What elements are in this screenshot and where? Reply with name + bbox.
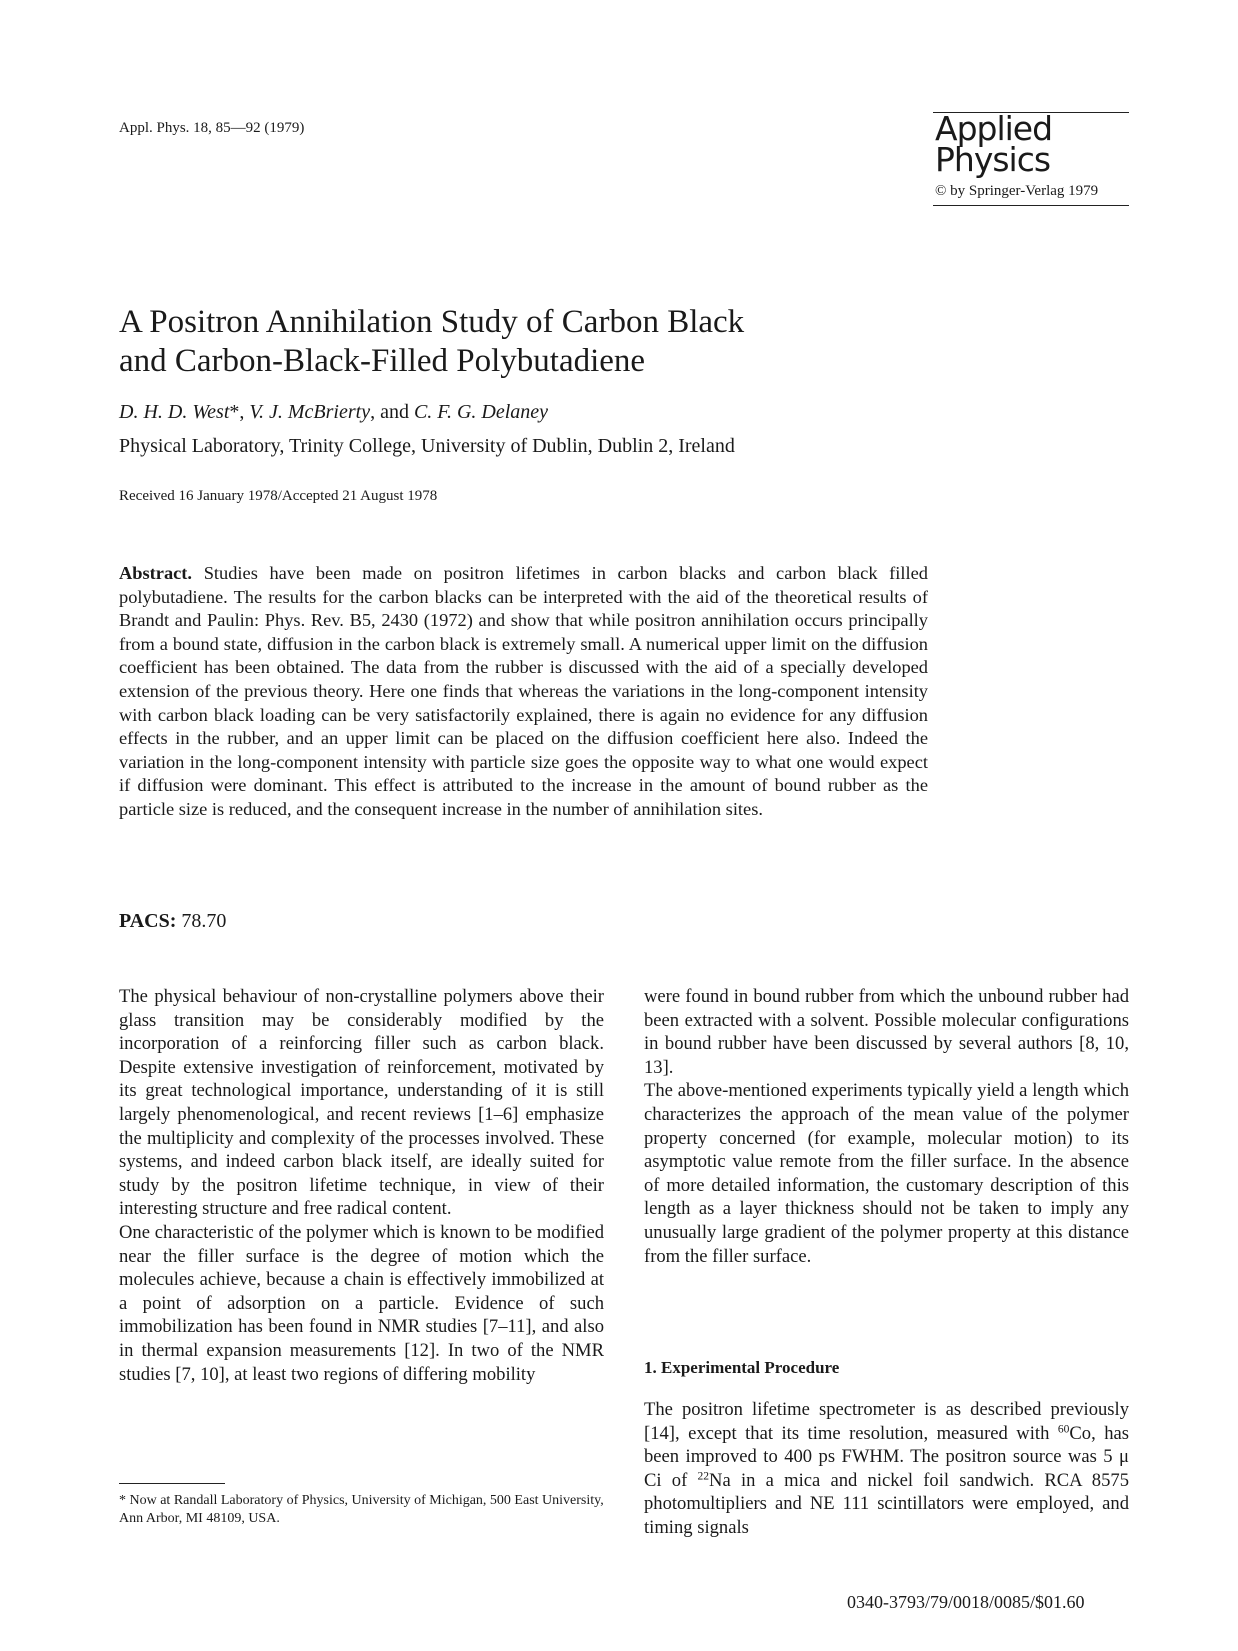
author-2: V. J. McBrierty [249,401,371,423]
journal-logo [933,109,1129,206]
journal-name-line1: Applied [935,109,1053,148]
footnote-mark: * [119,1493,126,1508]
footnote-text: Now at Randall Laboratory of Physics, University of Michigan, 500 East University, Ann Arbor, MI 48109, USA. [119,1493,604,1526]
author-1: D. H. D. West [119,401,230,423]
title-line-2: and Carbon-Black-Filled Polybutadiene [119,343,646,379]
pacs-label: PACS: [119,910,177,932]
sodium-isotope-superscript: 22 [697,1470,710,1483]
abstract-text: Studies have been made on positron lifetimes in carbon blacks and carbon black filled polybutadiene. The results for the carbon blacks can be interpreted with the aid of the theoretical results of Brandt and Paulin: Phys. Rev. B5, 2430 (1972) and show that while positron annihilation occurs principally from a bound state, diffusion in the carbon black is extremely small. A numerical upper limit on the diffusion coefficient has been obtained. The data from the rubber is discussed with the aid of a specially developed extension of the previous theory. Here one finds that whereas the variations in the long-component intensity with carbon black loading can be very satisfactorily explained, there is again no evidence for any diffusion effects in the rubber, and an upper limit can be placed on the diffusion coefficient here also. Indeed the variation in the long-component intensity with particle size goes the opposite way to what one would expect if diffusion were dominant. This effect is attributed to the increase in the amount of bound rubber as the particle size is reduced, and the consequent increase in the number of annihilation sites. [119,563,928,819]
pacs-line [119,910,226,933]
intro-paragraph-4: The above-mentioned experiments typically yield a length which characterizes the approach of the mean value of the polymer property concerned (for example, molecular motion) to its asymptotic value remote from the filler surface. In the absence of more detailed information, the customary description of this length as a layer thickness should not be taken to imply any unusually large gradient of the polymer property at this distance from the filler surface. [644,1080,1129,1267]
footnote-rule [119,1483,225,1484]
intro-paragraph-3: were found in bound rubber from which the unbound rubber had been extracted with a solvent. Possible molecular configurations in bound rubber have been discussed by several authors [8, 10, 13]. [644,986,1129,1078]
section-heading: 1. Experimental Procedure [644,1358,840,1377]
cobalt-isotope-superscript: 60 [1057,1423,1070,1436]
body-column-right [644,985,1129,1268]
article-title [119,303,879,381]
section-1-text-c: Na in a mica and nickel foil sandwich. RCA 8575 photomultipliers and NE 111 scintillators were employed, and timing signals [644,1469,1129,1538]
title-line-1: A Positron Annihilation Study of Carbon Black [119,304,745,340]
abstract [119,562,928,822]
journal-citation: Appl. Phys. 18, 85—92 (1979) [119,120,305,136]
author-list: D. H. D. West*, V. J. McBrierty, and C. F. G. Delaney [119,401,549,423]
logo-bottom-rule [933,205,1129,206]
copyright-notice: © by Springer-Verlag 1979 [935,183,1099,199]
author-conjunction: and [380,401,409,423]
article-code: 0340-3793/79/0018/0085/$01.60 [847,1592,1085,1612]
journal-name-line2: Physics [935,140,1051,179]
section-1-paragraph [644,1398,1129,1540]
pacs-value: 78.70 [181,910,227,932]
section-1-text-b: Co, has been improved to 400 ps FWHM. The positron source was 5 μ Ci of [644,1422,1129,1491]
received-dates: Received 16 January 1978/Accepted 21 August 1978 [119,488,438,504]
author-footnote-mark: * [229,401,240,423]
footnote [119,1492,604,1528]
intro-paragraph-2: One characteristic of the polymer which is known to be modified near the filler surface is the degree of motion which the molecules achieve, because a chain is effectively immobilized at a point of adsorption on a particle. Evidence of such immobilization has been found in NMR studies [7–11], and also in thermal expansion measurements [12]. In two of the NMR studies [7, 10], at least two regions of differing mobility [119,1221,604,1385]
body-column-left [119,985,604,1386]
author-3: C. F. G. Delaney [413,401,549,423]
section-1-text-a: The positron lifetime spectrometer is as described previously [14], except that its time resolution, measured with [644,1399,1129,1444]
abstract-label: Abstract. [119,563,193,583]
affiliation: Physical Laboratory, Trinity College, University of Dublin, Dublin 2, Ireland [119,435,735,457]
intro-paragraph-1: The physical behaviour of non-crystalline polymers above their glass transition may be considerably modified by the incorporation of a reinforcing filler such as carbon black. Despite extensive investigation of reinforcement, motivated by its great technological importance, understanding of it is still largely phenomenological, and recent reviews [1–6] emphasize the multiplicity and complexity of the processes involved. These systems, and indeed carbon black itself, are ideally suited for study by the positron lifetime technique, in view of their interesting structure and free radical content. [119,986,604,1220]
